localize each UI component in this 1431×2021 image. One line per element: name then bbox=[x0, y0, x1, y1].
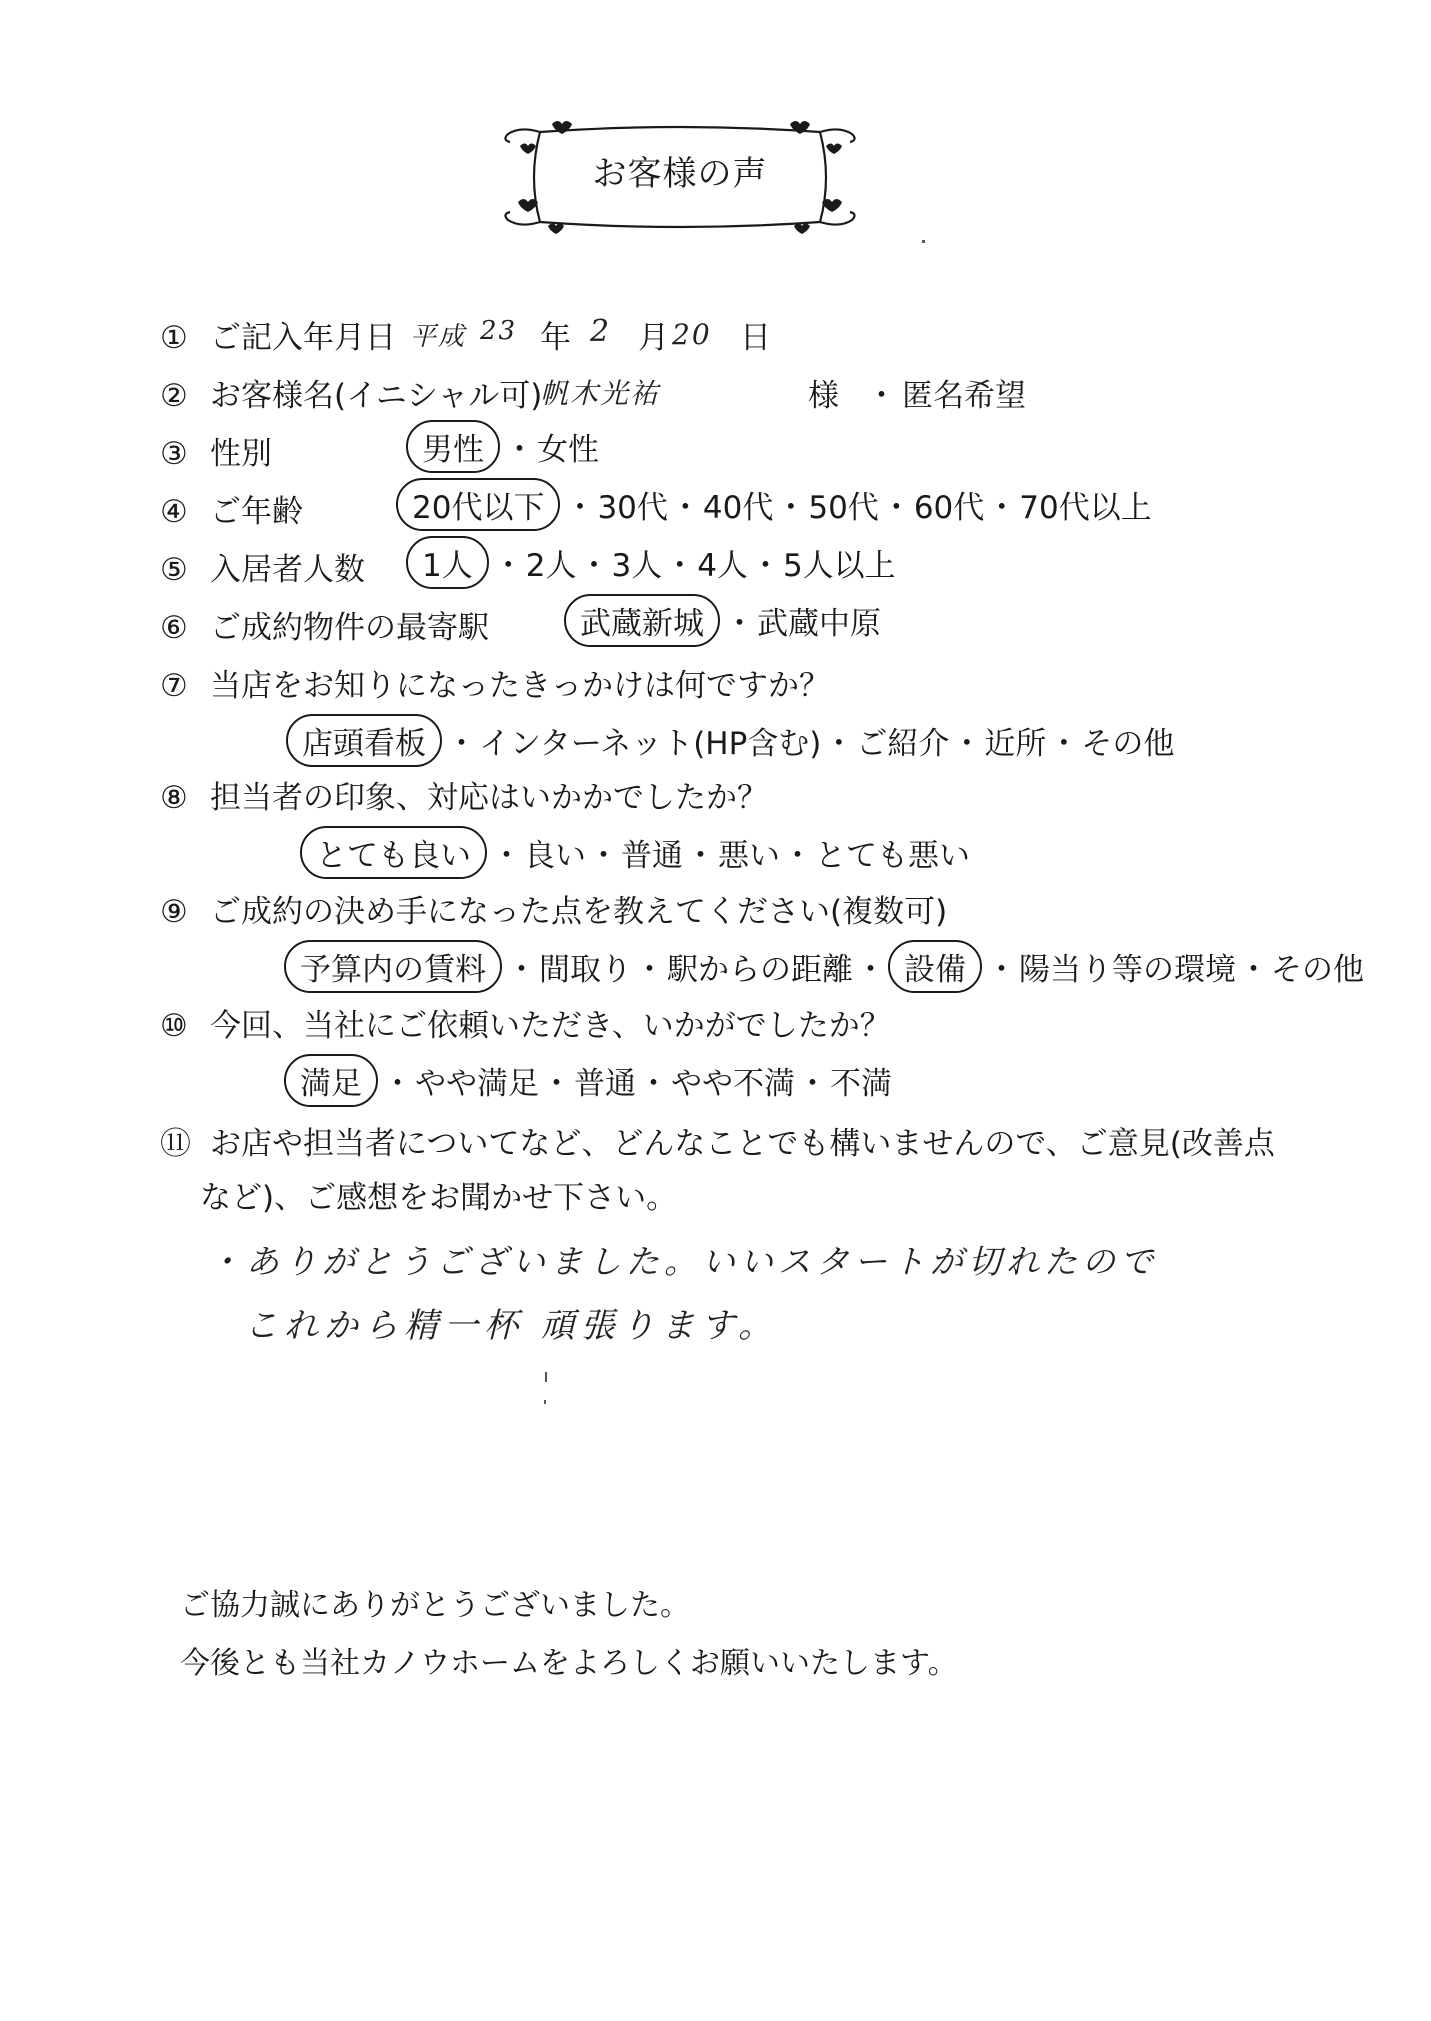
option: ご紹介 bbox=[856, 726, 950, 762]
scan-mark bbox=[922, 240, 925, 243]
option: 武蔵中原 bbox=[757, 606, 881, 642]
question-6 bbox=[160, 602, 489, 647]
option: 3人 bbox=[611, 548, 663, 584]
month-unit: 月 bbox=[638, 320, 669, 356]
option: 60代 bbox=[913, 490, 985, 526]
comment-line-1: ・ありがとうございました。いいスタートが切れたので bbox=[208, 1242, 1158, 1281]
question-11 bbox=[160, 1118, 1275, 1163]
question-label: 入居者人数 bbox=[210, 552, 365, 588]
question-5 bbox=[160, 544, 365, 589]
scan-mark bbox=[544, 1400, 546, 1404]
question-number: ② bbox=[160, 378, 188, 414]
option: 普通 bbox=[574, 1066, 636, 1102]
question-9 bbox=[160, 886, 947, 931]
option-selected: 満足 bbox=[284, 1054, 378, 1107]
question-3 bbox=[160, 428, 272, 473]
options-impression: とても良い ・良い・普通・悪い・とても悪い bbox=[300, 826, 970, 879]
option: 30代 bbox=[597, 490, 668, 526]
question-label: 性別 bbox=[210, 436, 272, 472]
option: インターネット(HP含む) bbox=[479, 726, 822, 762]
question-number: ③ bbox=[160, 436, 188, 472]
option-selected: 予算内の賃料 bbox=[284, 940, 502, 993]
options-satisfaction: 満足 ・やや満足・普通・やや不満・不満 bbox=[284, 1054, 892, 1107]
question-label: お客様名(イニシャル可) bbox=[210, 378, 543, 414]
option: 2人 bbox=[525, 548, 577, 584]
question-label: お店や担当者についてなど、どんなことでも構いませんので、ご意見(改善点 bbox=[210, 1126, 1275, 1162]
page-title: お客様の声 bbox=[592, 154, 768, 194]
question-1 bbox=[160, 312, 396, 357]
option: 40代 bbox=[702, 490, 774, 526]
option-selected: 武蔵新城 bbox=[564, 594, 720, 647]
question-label: 今回、当社にご依頼いただき、いかがでしたか？ bbox=[210, 1008, 891, 1044]
question-label: 担当者の印象、対応はいかかでしたか？ bbox=[210, 780, 768, 816]
option: やや不満 bbox=[671, 1066, 795, 1102]
question-label: ご年齢 bbox=[210, 494, 303, 530]
options-residents: 1人 ・2人・3人・4人・5人以上 bbox=[406, 536, 896, 589]
question-number: ⑧ bbox=[160, 780, 188, 816]
option: 駅からの距離 bbox=[667, 952, 853, 988]
separator: ・ bbox=[866, 378, 897, 414]
answer-month: 2 bbox=[590, 314, 612, 349]
option: やや満足 bbox=[415, 1066, 539, 1102]
honorific: 様 bbox=[808, 378, 839, 414]
option: 不満 bbox=[830, 1066, 892, 1102]
option: 50代 bbox=[808, 490, 879, 526]
option-selected: 設備 bbox=[888, 940, 982, 993]
question-number: ⑨ bbox=[160, 894, 188, 930]
question-number: ⑤ bbox=[160, 552, 188, 588]
options-source: 店頭看板 ・インターネット(HP含む)・ご紹介・近所・その他 bbox=[286, 714, 1174, 767]
question-11-label-cont: など)、ご感想をお聞かせ下さい。 bbox=[200, 1180, 678, 1216]
question-10 bbox=[160, 1000, 891, 1045]
question-label: ご記入年月日 bbox=[210, 320, 396, 356]
question-label: 当店をお知りになったきっかけは何ですか？ bbox=[210, 668, 830, 704]
answer-year: 23 bbox=[480, 316, 518, 346]
option: 5人以上 bbox=[782, 548, 896, 584]
question-number: ⑩ bbox=[160, 1008, 188, 1044]
option: 陽当り等の環境 bbox=[1019, 952, 1236, 988]
option: 普通 bbox=[621, 838, 683, 874]
answer-customer-name: 帆木光祐 bbox=[540, 377, 661, 410]
question-number: ⑪ bbox=[160, 1126, 191, 1162]
option: 70代以上 bbox=[1019, 490, 1152, 526]
question-number: ⑦ bbox=[160, 668, 188, 704]
closing-regards: 今後とも当社カノウホームをよろしくお願いいたします。 bbox=[180, 1646, 958, 1681]
answer-day: 20 bbox=[672, 318, 712, 351]
option-selected: 男性 bbox=[406, 420, 500, 473]
question-number: ④ bbox=[160, 494, 188, 530]
option: 悪い bbox=[718, 838, 780, 874]
option: 4人 bbox=[697, 548, 748, 584]
options-station: 武蔵新城 ・武蔵中原 bbox=[564, 594, 881, 647]
option: 女性 bbox=[537, 432, 599, 468]
option-selected: 20代以下 bbox=[396, 478, 560, 531]
option: 間取り bbox=[539, 952, 632, 988]
question-number: ⑥ bbox=[160, 610, 188, 646]
question-number: ① bbox=[160, 320, 188, 356]
options-deciding-factor: 予算内の賃料 ・間取り・駅からの距離・ 設備 ・陽当り等の環境・その他 bbox=[284, 940, 1364, 993]
option-selected: 店頭看板 bbox=[286, 714, 442, 767]
day-unit: 日 bbox=[740, 320, 771, 356]
question-7 bbox=[160, 660, 830, 705]
question-label: ご成約物件の最寄駅 bbox=[210, 610, 489, 646]
question-label: ご成約の決め手になった点を教えてください(複数可) bbox=[210, 894, 948, 930]
option: とても悪い bbox=[815, 838, 970, 874]
anonymous-option: 匿名希望 bbox=[902, 378, 1026, 414]
option: 近所 bbox=[984, 726, 1047, 762]
options-age: 20代以下 ・30代・40代・50代・60代・70代以上 bbox=[396, 478, 1152, 531]
question-4 bbox=[160, 486, 303, 531]
title-banner bbox=[500, 118, 860, 236]
question-2 bbox=[160, 370, 542, 415]
option: 良い bbox=[524, 838, 586, 874]
comment-line-2: これから精一杯 頑張ります。 bbox=[244, 1306, 779, 1346]
question-8 bbox=[160, 772, 768, 817]
option-selected: 1人 bbox=[406, 536, 489, 589]
year-unit: 年 bbox=[540, 320, 571, 356]
options-gender: 男性 ・女性 bbox=[406, 420, 599, 473]
answer-era: 平成 bbox=[410, 322, 467, 352]
closing-thanks: ご協力誠にありがとうございました。 bbox=[180, 1588, 690, 1623]
scan-mark bbox=[545, 1372, 547, 1382]
option: その他 bbox=[1081, 726, 1175, 762]
option: その他 bbox=[1271, 952, 1364, 988]
option-selected: とても良い bbox=[300, 826, 487, 879]
